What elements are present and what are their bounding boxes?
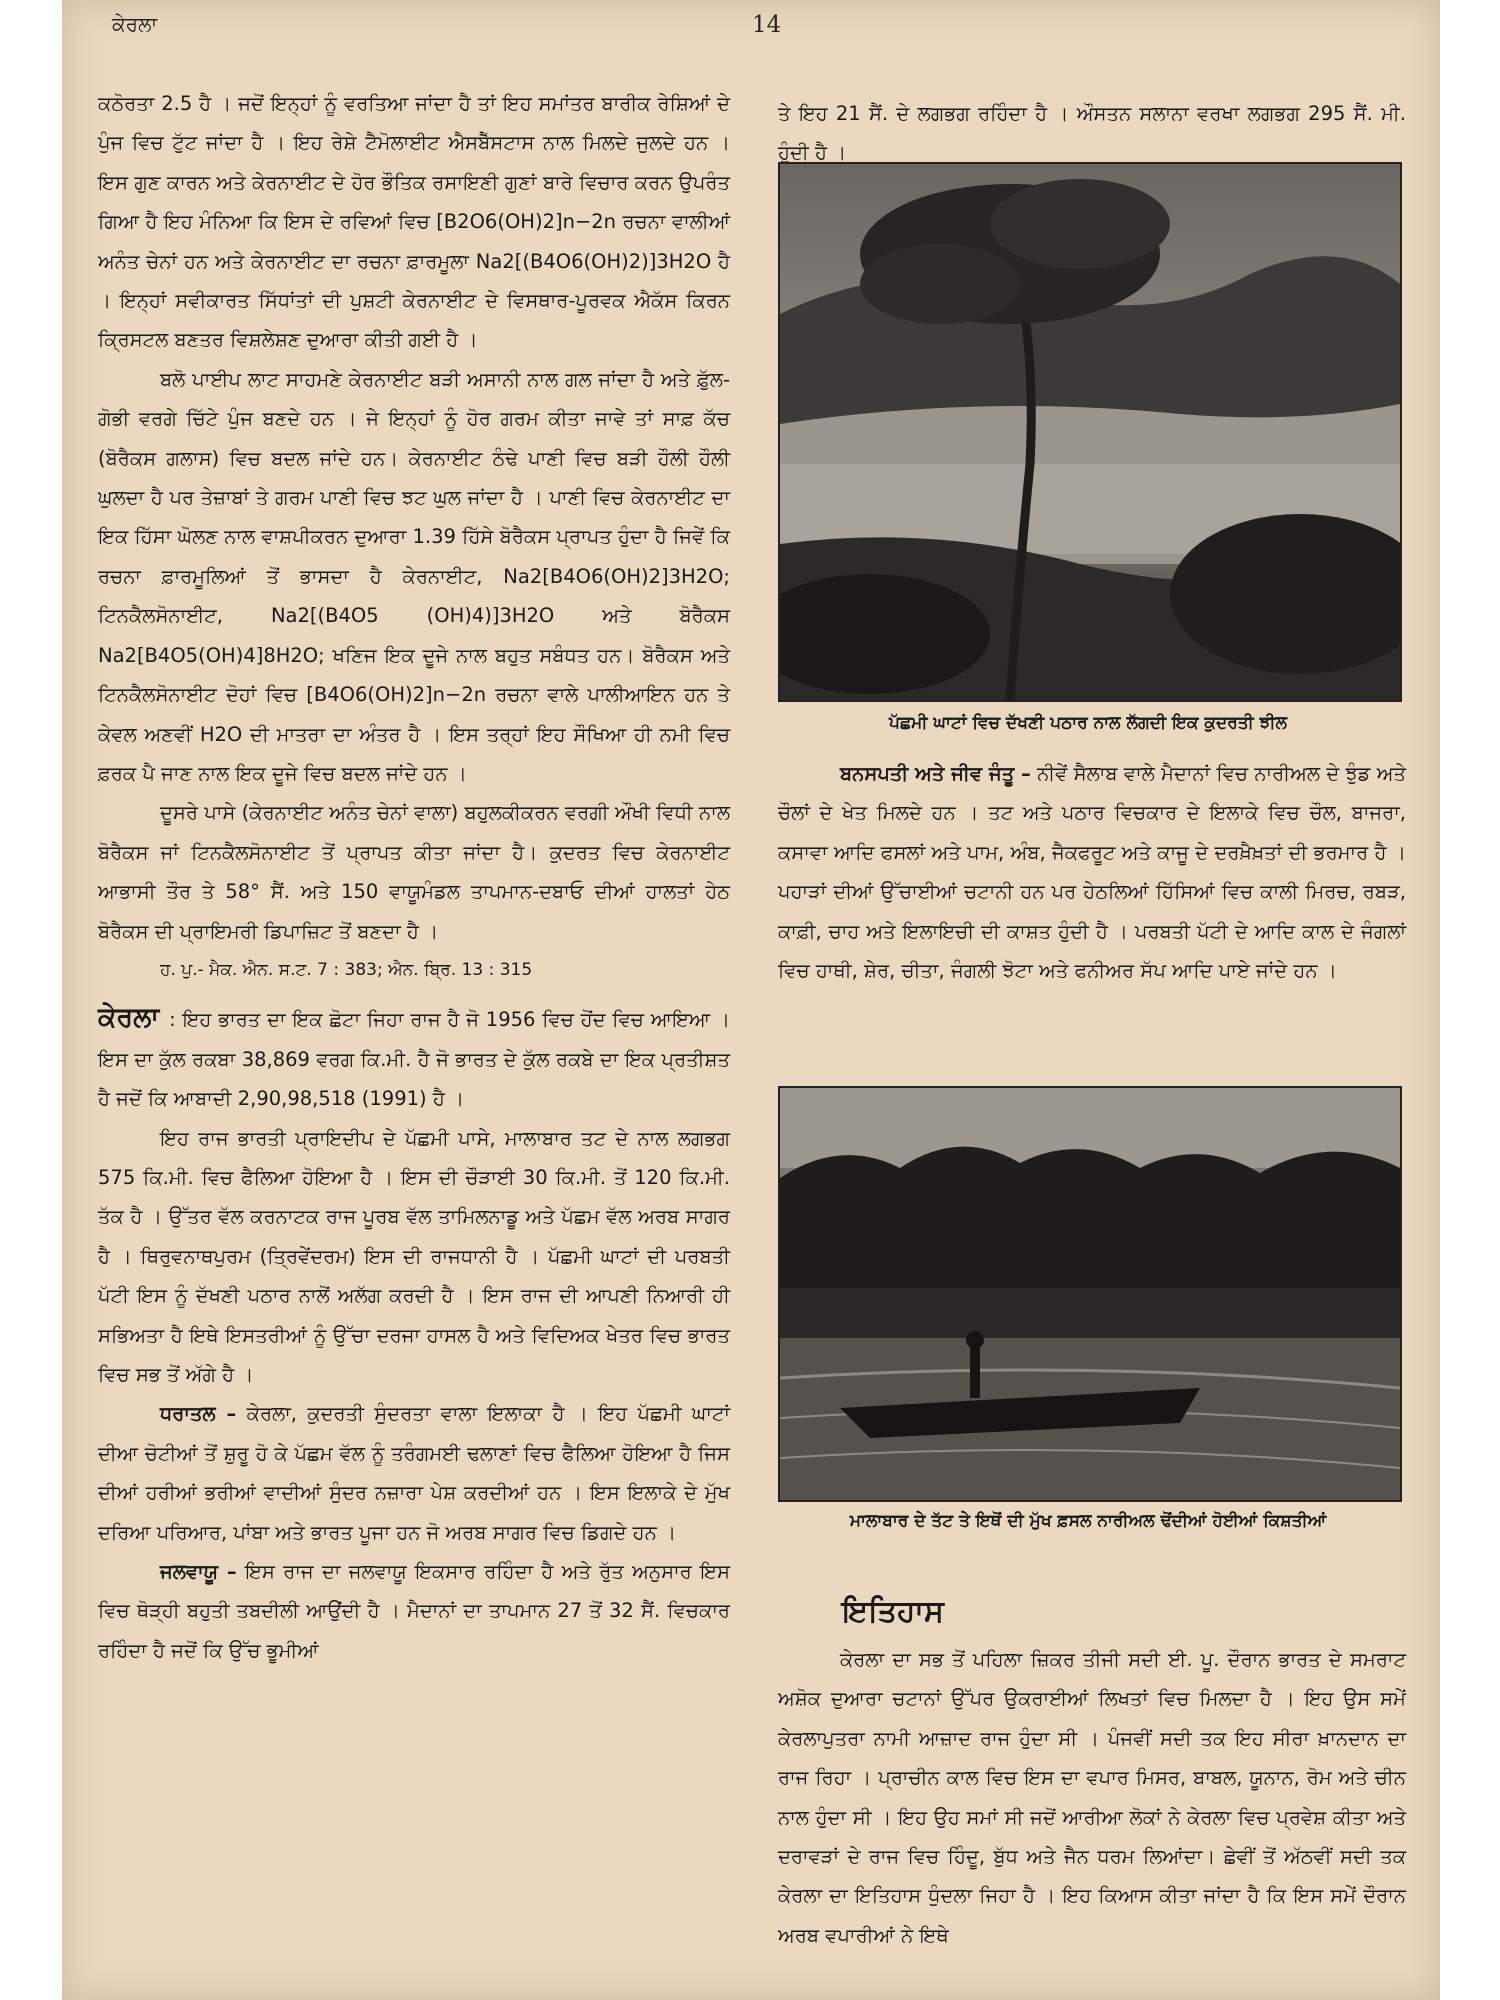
paragraph-kerala-intro [98, 998, 730, 1118]
page-number: 14 [752, 12, 782, 38]
subhead-climate: ਜਲਵਾਯੂ – [160, 1560, 237, 1584]
paragraph-rainfall: ਤੇ ਇਹ 21 ਸੈਂ. ਦੇ ਲਗਭਗ ਰਹਿੰਦਾ ਹੈ । ਔਸਤਨ ਸਲਾਨਾ ਵਰਖਾ ਲਗਭਗ 295 ਸੈਂ. ਮੀ. ਹੁੰਦੀ ਹੈ । [778, 102, 1406, 165]
paragraph-kerala-location: ਇਹ ਰਾਜ ਭਾਰਤੀ ਪ੍ਰਾਇਦੀਪ ਦੇ ਪੱਛਮੀ ਪਾਸੇ, ਮਾਲਾਬਾਰ ਤਟ ਦੇ ਨਾਲ ਲਗਭਗ 575 ਕਿ.ਮੀ. ਵਿਚ ਫੈਲਿਆ ਹੋਇਆ ਹੈ । ਇਸ ਦੀ ਚੌੜਾਈ 30 ਕਿ.ਮੀ. ਤੋਂ 120 ਕਿ.ਮੀ. ਤੱਕ ਹੈ । ਉੱਤਰ ਵੱਲ ਕਰਨਾਟਕ ਰਾਜ ਪੂਰਬ ਵੱਲ ਤਾਮਿਲਨਾਡੂ ਅਤੇ ਪੱਛਮ ਵੱਲ ਅਰਬ ਸਾਗਰ ਹੈ । ਥਿਰੁਵਨਾਥਪੁਰਮ (ਤ੍ਰਿਵੇਂਦਰਮ) ਇਸ ਦੀ ਰਾਜਧਾਨੀ ਹੈ । ਪੱਛਮੀ ਘਾਟਾਂ ਦੀ ਪਰਬਤੀ ਪੱਟੀ ਇਸ ਨੂੰ ਦੱਖਣੀ ਪਠਾਰ ਨਾਲੋਂ ਅਲੱਗ ਕਰਦੀ ਹੈ । ਇਸ ਰਾਜ ਦੀ ਆਪਣੀ ਨਿਆਰੀ ਹੀ ਸਭਿਅਤਾ ਹੈ ਇਥੇ ਇਸਤਰੀਆਂ ਨੂੰ ਉੱਚਾ ਦਰਜਾ ਹਾਸਲ ਹੈ ਅਤੇ ਵਿਦਿਅਕ ਖੇਤਰ ਵਿਚ ਭਾਰਤ ਵਿਚ ਸਭ ਤੋਂ ਅੱਗੇ ਹੈ । [98, 1126, 730, 1386]
entry-intro-text: : ਇਹ ਭਾਰਤ ਦਾ ਇਕ ਛੋਟਾ ਜਿਹਾ ਰਾਜ ਹੈ ਜੋ 1956 ਵਿਚ ਹੋਂਦ ਵਿਚ ਆਇਆ । ਇਸ ਦਾ ਕੁੱਲ ਰਕਬਾ 38,869 ਵਰਗ ਕਿ.ਮੀ. ਹੈ ਜੋ ਭਾਰਤ ਦੇ ਕੁੱਲ ਰਕਬੇ ਦਾ ਇਕ ਪ੍ਰਤੀਸ਼ਤ ਹੈ ਜਦੋਂ ਕਿ ਆਬਾਦੀ 2,90,98,518 (1991) ਹੈ । [98, 1008, 730, 1111]
paragraph-history: ਕੇਰਲਾ ਦਾ ਸਭ ਤੋਂ ਪਹਿਲਾ ਜ਼ਿਕਰ ਤੀਜੀ ਸਦੀ ਈ. ਪੂ. ਦੌਰਾਨ ਭਾਰਤ ਦੇ ਸਮਰਾਟ ਅਸ਼ੋਕ ਦੁਆਰਾ ਚਟਾਨਾਂ ਉੱਪਰ ਉਕਰਾਈਆਂ ਲਿਖਤਾਂ ਵਿਚ ਮਿਲਦਾ ਹੈ । ਇਹ ਉਸ ਸਮੇਂ ਕੇਰਲਾਪੁਤਰਾ ਨਾਮੀ ਆਜ਼ਾਦ ਰਾਜ ਹੁੰਦਾ ਸੀ । ਪੰਜਵੀਂ ਸਦੀ ਤਕ ਇਹ ਸੀਰਾ ਖ਼ਾਨਦਾਨ ਦਾ ਰਾਜ ਰਿਹਾ । ਪ੍ਰਾਚੀਨ ਕਾਲ ਵਿਚ ਇਸ ਦਾ ਵਪਾਰ ਮਿਸਰ, ਬਾਬਲ, ਯੂਨਾਨ, ਰੋਮ ਅਤੇ ਚੀਨ ਨਾਲ ਹੁੰਦਾ ਸੀ । ਇਹ ਉਹ ਸਮਾਂ ਸੀ ਜਦੋਂ ਆਰੀਆ ਲੋਕਾਂ ਨੇ ਕੇਰਲਾ ਵਿਚ ਪ੍ਰਵੇਸ਼ ਕੀਤਾ ਅਤੇ ਦਰਾਵੜਾਂ ਦੇ ਰਾਜ ਵਿਚ ਹਿੰਦੂ, ਬੁੱਧ ਅਤੇ ਜੈਨ ਧਰਮ ਲਿਆਂਦਾ। ਛੇਵੀਂ ਤੋਂ ਅੱਠਵੀਂ ਸਦੀ ਤਕ ਕੇਰਲਾ ਦਾ ਇਤਿਹਾਸ ਧੁੰਦਲਾ ਜਿਹਾ ਹੈ । ਇਹ ਕਿਆਸ ਕੀਤਾ ਜਾਂਦਾ ਹੈ ਕਿ ਇਸ ਸਮੇਂ ਦੌਰਾਨ ਅਰਬ ਵਪਾਰੀਆਂ ਨੇ ਇਥੇ [778, 1648, 1406, 1947]
subhead-terrain: ਧਰਾਤਲ – [160, 1402, 237, 1426]
citation: ਹ. ਪੁ.- ਮੈਕ. ਐਨ. ਸ.ਟ. 7 : 383; ਐਨ. ਬ੍ਰਿ. 13 : 315 [160, 959, 533, 980]
paragraph-kernite-properties: ਬਲੋ ਪਾਈਪ ਲਾਟ ਸਾਹਮਣੇ ਕੇਰਨਾਈਟ ਬੜੀ ਅਸਾਨੀ ਨਾਲ ਗਲ ਜਾਂਦਾ ਹੈ ਅਤੇ ਫ਼ੁੱਲ-ਗੋਭੀ ਵਰਗੇ ਚਿੱਟੇ ਪੁੰਜ ਬਣਦੇ ਹਨ । ਜੇ ਇਨ੍ਹਾਂ ਨੂੰ ਹੋਰ ਗਰਮ ਕੀਤਾ ਜਾਵੇ ਤਾਂ ਸਾਫ਼ ਕੱਚ (ਬੋਰੈਕਸ ਗਲਾਸ) ਵਿਚ ਬਦਲ ਜਾਂਦੇ ਹਨ। ਕੇਰਨਾਈਟ ਠੰਢੇ ਪਾਣੀ ਵਿਚ ਬੜੀ ਹੌਲੀ ਹੌਲੀ ਘੁਲਦਾ ਹੈ ਪਰ ਤੇਜ਼ਾਬਾਂ ਤੇ ਗਰਮ ਪਾਣੀ ਵਿਚ ਝਟ ਘੁਲ ਜਾਂਦਾ ਹੈ । ਪਾਣੀ ਵਿਚ ਕੇਰਨਾਈਟ ਦਾ ਇਕ ਹਿੱਸਾ ਘੋਲਣ ਨਾਲ ਵਾਸ਼ਪੀਕਰਨ ਦੁਆਰਾ 1.39 ਹਿੱਸੇ ਬੋਰੈਕਸ ਪ੍ਰਾਪਤ ਹੁੰਦਾ ਹੈ ਜਿਵੇਂ ਕਿ ਰਚਨਾ ਫ਼ਾਰਮੂਲਿਆਂ ਤੋਂ ਭਾਸਦਾ ਹੈ ਕੇਰਨਾਈਟ, Na2[B4O6(OH)2]3H2O; ਟਿਨਕੈਲਸੋਨਾਈਟ, Na2[(B4O5 (OH)4)]3H2O ਅਤੇ ਬੋਰੈਕਸ Na2[B4O5(OH)4]8H2O; ਖਣਿਜ ਇਕ ਦੂਜੇ ਨਾਲ ਬਹੁਤ ਸਬੰਧਤ ਹਨ। ਬੋਰੈਕਸ ਅਤੇ ਟਿਨਕੈਲਸੋਨਾਈਟ ਦੋਹਾਂ ਵਿਚ [B4O6(OH)2]n−2n ਰਚਨਾ ਵਾਲੇ ਪਾਲੀਆਇਨ ਹਨ ਤੇ ਕੇਵਲ ਅਣਵੀਂ H2O ਦੀ ਮਾਤਰਾ ਦਾ ਅੰਤਰ ਹੈ । ਇਸ ਤਰ੍ਹਾਂ ਇਹ ਸੌਖਿਆ ਹੀ ਨਮੀ ਵਿਚ ਫ਼ਰਕ ਪੈ ਜਾਣ ਨਾਲ ਇਕ ਦੂਜੇ ਵਿਚ ਬਦਲ ਜਾਂਦੇ ਹਨ । [98, 367, 730, 785]
paragraph-climate [98, 1552, 730, 1670]
paragraph-kernite-formation: ਦੂਸਰੇ ਪਾਸੇ (ਕੇਰਨਾਈਟ ਅਨੰਤ ਚੇਨਾਂ ਵਾਲਾ) ਬਹੁਲਕੀਕਰਨ ਵਰਗੀ ਔਖੀ ਵਿਧੀ ਨਾਲ ਬੋਰੈਕਸ ਜਾਂ ਟਿਨਕੈਲਸੋਨਾਈਟ ਤੋਂ ਪ੍ਰਾਪਤ ਕੀਤਾ ਜਾਂਦਾ ਹੈ। ਕੁਦਰਤ ਵਿਚ ਕੇਰਨਾਈਟ ਆਭਾਸੀ ਤੌਰ ਤੇ 58° ਸੈਂ. ਅਤੇ 150 ਵਾਯੂਮੰਡਲ ਤਾਪਮਾਨ-ਦਬਾਓ ਦੀਆਂ ਹਾਲਤਾਂ ਹੇਠ ਬੋਰੈਕਸ ਦੀ ਪ੍ਰਾਇਮਰੀ ਡਿਪਾਜ਼ਿਟ ਤੋਂ ਬਣਦਾ ਹੈ । [98, 801, 730, 943]
photo1-caption: ਪੱਛਮੀ ਘਾਟਾਂ ਵਿਚ ਦੱਖਣੀ ਪਠਾਰ ਨਾਲ ਲੱਗਦੀ ਇਕ ਕੁਦਰਤੀ ਝੀਲ [889, 713, 1287, 733]
paragraph-flora-fauna [778, 754, 1406, 990]
left-column [98, 84, 730, 1670]
subhead-flora-fauna: ਬਨਸਪਤੀ ਅਤੇ ਜੀਵ ਜੰਤੂ – [840, 762, 1031, 785]
right-column-top [778, 94, 1406, 173]
climate-text: ਇਸ ਰਾਜ ਦਾ ਜਲਵਾਯੂ ਇਕਸਾਰ ਰਹਿੰਦਾ ਹੈ ਅਤੇ ਰੁੱਤ ਅਨੁਸਾਰ ਇਸ ਵਿਚ ਥੋੜ੍ਹੀ ਬਹੁਤੀ ਤਬਦੀਲੀ ਆਉਂਦੀ ਹੈ । ਮੈਦਾਨਾਂ ਦਾ ਤਾਪਮਾਨ 27 ਤੋਂ 32 ਸੈਂ. ਵਿਚਕਾਰ ਰਹਿੰਦਾ ਹੈ ਜਦੋਂ ਕਿ ਉੱਚ ਭੂਮੀਆਂ [98, 1560, 730, 1662]
right-column-middle [778, 754, 1406, 990]
section-title-history: ਇਤਿਹਾਸ [842, 1594, 944, 1629]
paragraph-terrain [98, 1394, 730, 1552]
entry-title: ਕੇਰਲਾ [98, 1002, 160, 1034]
running-head: ਕੇਰਲਾ [112, 12, 158, 36]
paragraph-kernite-structure: ਕਠੋਰਤਾ 2.5 ਹੈ । ਜਦੋਂ ਇਨ੍ਹਾਂ ਨੂੰ ਵਰਤਿਆ ਜਾਂਦਾ ਹੈ ਤਾਂ ਇਹ ਸਮਾਂਤਰ ਬਾਰੀਕ ਰੇਸ਼ਿਆਂ ਦੇ ਪੁੰਜ ਵਿਚ ਟੁੱਟ ਜਾਂਦਾ ਹੈ । ਇਹ ਰੇਸ਼ੇ ਟੈਮੋਲਾਈਟ ਐਸਬੈੱਸਟਾਸ ਨਾਲ ਮਿਲਦੇ ਜੁਲਦੇ ਹਨ । ਇਸ ਗੁਣ ਕਾਰਨ ਅਤੇ ਕੇਰਨਾਈਟ ਦੇ ਹੋਰ ਭੌਤਿਕ ਰਸਾਇਣੀ ਗੁਣਾਂ ਬਾਰੇ ਵਿਚਾਰ ਕਰਨ ਉਪਰੰਤ ਗਿਆ ਹੈ ਇਹ ਮੰਨਿਆ ਕਿ ਇਸ ਦੇ ਰਵਿਆਂ ਵਿਚ [B2O6(OH)2]n−2n ਰਚਨਾ ਵਾਲੀਆਂ ਅਨੰਤ ਚੇਨਾਂ ਹਨ ਅਤੇ ਕੇਰਨਾਈਟ ਦਾ ਰਚਨਾ ਫ਼ਾਰਮੂਲਾ Na2[(B4O6(OH)2)]3H2O ਹੈ । ਇਨ੍ਹਾਂ ਸਵੀਕਾਰਤ ਸਿੱਧਾਂਤਾਂ ਦੀ ਪੁਸ਼ਟੀ ਕੇਰਨਾਈਟ ਦੇ ਵਿਸਥਾਰ-ਪੂਰਵਕ ਐਕੱਸ ਕਿਰਨ ਕ੍ਰਿਸਟਲ ਬਣਤਰ ਵਿਸ਼ਲੇਸ਼ਣ ਦੁਆਰਾ ਕੀਤੀ ਗਈ ਹੈ । [98, 92, 730, 352]
right-column-bottom [778, 1640, 1406, 1955]
terrain-text: ਕੇਰਲਾ, ਕੁਦਰਤੀ ਸੁੰਦਰਤਾ ਵਾਲਾ ਇਲਾਕਾ ਹੈ । ਇਹ ਪੱਛਮੀ ਘਾਟਾਂ ਦੀਆ ਚੋਟੀਆਂ ਤੋਂ ਸ਼ੁਰੂ ਹੋ ਕੇ ਪੱਛਮ ਵੱਲ ਨੂੰ ਤਰੰਗਮਈ ਢਲਾਣਾਂ ਵਿਚ ਫੈਲਿਆ ਹੋਇਆ ਹੈ ਜਿਸ ਦੀਆਂ ਹਰੀਆਂ ਭਰੀਆਂ ਵਾਦੀਆਂ ਸੁੰਦਰ ਨਜ਼ਾਰਾ ਪੇਸ਼ ਕਰਦੀਆਂ ਹਨ । ਇਸ ਇਲਾਕੇ ਦੇ ਮੁੱਖ ਦਰਿਆ ਪਰਿਆਰ, ਪਾਂਬਾ ਅਤੇ ਭਾਰਤ ਪੂਜਾ ਹਨ ਜੋ ਅਰਬ ਸਾਗਰ ਵਿਚ ਡਿਗਦੇ ਹਨ । [98, 1402, 731, 1544]
photo2-caption: ਮਾਲਾਬਾਰ ਦੇ ਤੱਟ ਤੇ ਇਥੋਂ ਦੀ ਮੁੱਖ ਫ਼ਸਲ ਨਾਰੀਅਲ ਢੋਂਦੀਆਂ ਹੋਈਆਂ ਕਿਸ਼ਤੀਆਂ [849, 1511, 1327, 1531]
lake-photo [778, 162, 1402, 702]
coconut-boat-photo [778, 1086, 1402, 1502]
flora-fauna-text: ਨੀਵੇਂ ਸੈਲਾਬ ਵਾਲੇ ਮੈਦਾਨਾਂ ਵਿਚ ਨਾਰੀਅਲ ਦੇ ਝੁੰਡ ਅਤੇ ਚੌਲਾਂ ਦੇ ਖੇਤ ਮਿਲਦੇ ਹਨ । ਤਟ ਅਤੇ ਪਠਾਰ ਵਿਚਕਾਰ ਦੇ ਇਲਾਕੇ ਵਿਚ ਚੌਲ, ਬਾਜਰਾ, ਕਸਾਵਾ ਆਦਿ ਫਸਲਾਂ ਅਤੇ ਪਾਮ, ਅੰਬ, ਜੈਕਫਰੂਟ ਅਤੇ ਕਾਜੂ ਦੇ ਦਰਖ਼ੈਖ਼ਤਾਂ ਦੀ ਭਰਮਾਰ ਹੈ । ਪਹਾੜਾਂ ਦੀਆਂ ਉੱਚਾਈਆਂ ਚਟਾਨੀ ਹਨ ਪਰ ਹੇਠਲਿਆਂ ਹਿੱਸਿਆਂ ਵਿਚ ਕਾਲੀ ਮਿਰਚ, ਰਬੜ, ਕਾਫ਼ੀ, ਚਾਹ ਅਤੇ ਇਲਾਇਚੀ ਦੀ ਕਾਸ਼ਤ ਹੁੰਦੀ ਹੈ । ਪਰਬਤੀ ਪੱਟੀ ਦੇ ਆਦਿ ਕਾਲ ਦੇ ਜੰਗਲਾਂ ਵਿਚ ਹਾਥੀ, ਸ਼ੇਰ, ਚੀਤਾ, ਜੰਗਲੀ ਝੋਟਾ ਅਤੇ ਫਨੀਅਰ ਸੱਪ ਆਦਿ ਪਾਏ ਜਾਂਦੇ ਹਨ । [778, 762, 1406, 983]
